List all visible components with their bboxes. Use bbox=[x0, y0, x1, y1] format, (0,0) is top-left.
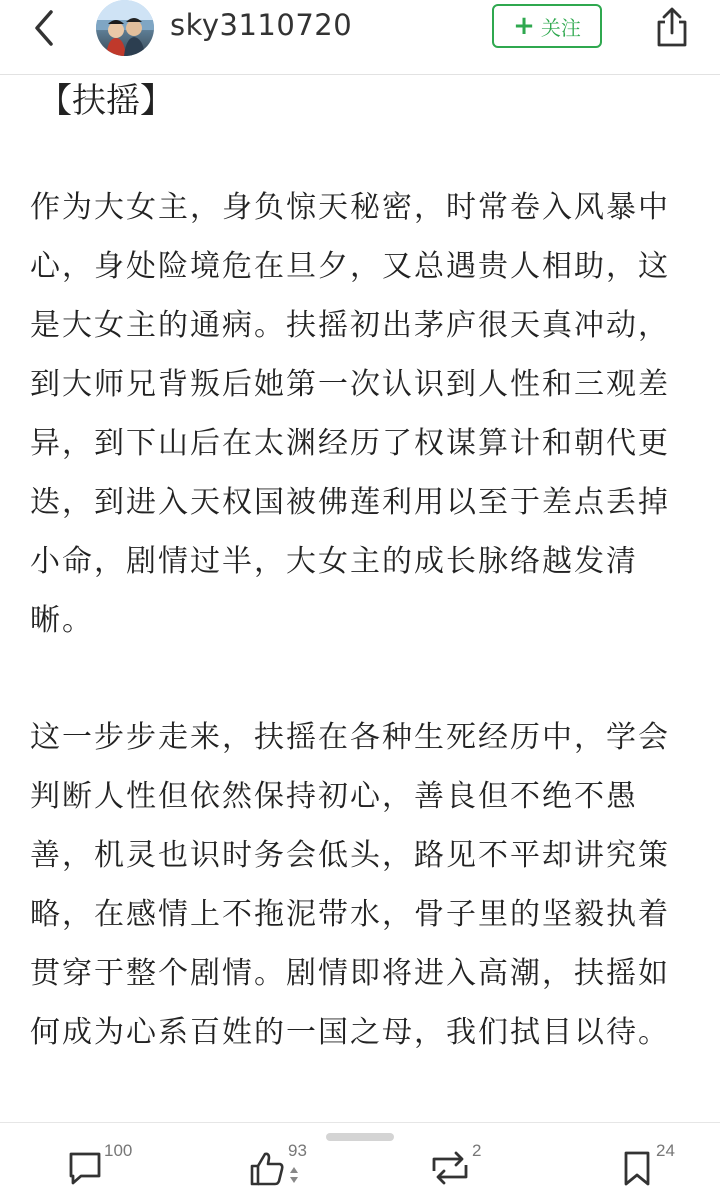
follow-label: 关注 bbox=[540, 15, 581, 40]
paragraph: 这一步步走来，扶摇在各种生死经历中，学会判断人性但依然保持初心，善良但不绝不愚善，机灵也识时务会低头，路见不平却讲究策略，在感情上不拖泥带水，骨子里的坚毅执着贯穿于整个剧情。剧情即将进入高潮，扶摇如何成为心系百姓的一国之母，我们拭目以待。 bbox=[30, 720, 670, 1050]
like-count: 93 bbox=[288, 1141, 307, 1160]
share-icon bbox=[654, 6, 690, 48]
avatar[interactable] bbox=[96, 0, 154, 56]
comment-count: 100 bbox=[104, 1141, 133, 1160]
follow-button[interactable] bbox=[492, 4, 602, 48]
top-bar bbox=[0, 0, 720, 75]
bookmark-count: 24 bbox=[656, 1141, 675, 1160]
plus-icon: + bbox=[513, 11, 535, 41]
chevron-left-icon bbox=[31, 8, 57, 48]
back-button[interactable] bbox=[22, 6, 66, 50]
drag-handle[interactable] bbox=[326, 1133, 394, 1141]
username[interactable]: sky3110720 bbox=[170, 8, 353, 42]
share-button[interactable] bbox=[650, 4, 694, 50]
paragraph: 作为大女主，身负惊天秘密，时常卷入风暴中心，身处险境危在旦夕，又总遇贵人相助，这是大女主的通病。扶摇初出茅庐很天真冲动，到大师兄背叛后她第一次认识到人性和三观差异，到下山后在太渊经历了权谋算计和朝代更迭，到进入天权国被佛莲利用以至于差点丢掉小命，剧情过半，大女主的成长脉络越发清晰。 bbox=[30, 190, 670, 638]
bookmark-icon bbox=[620, 1149, 654, 1187]
thumbs-up-icon bbox=[248, 1149, 286, 1187]
repost-button[interactable] bbox=[428, 1141, 508, 1197]
comment-button[interactable] bbox=[66, 1141, 146, 1197]
like-button[interactable] bbox=[248, 1141, 328, 1197]
repost-count: 2 bbox=[472, 1141, 482, 1160]
article-title: 【扶摇】 bbox=[38, 81, 174, 121]
comment-icon bbox=[66, 1149, 104, 1187]
sort-icon bbox=[288, 1165, 300, 1185]
bottom-action-bar bbox=[0, 1122, 720, 1204]
repost-icon bbox=[428, 1149, 472, 1187]
article-body bbox=[30, 78, 690, 1050]
bookmark-button[interactable] bbox=[620, 1141, 700, 1197]
